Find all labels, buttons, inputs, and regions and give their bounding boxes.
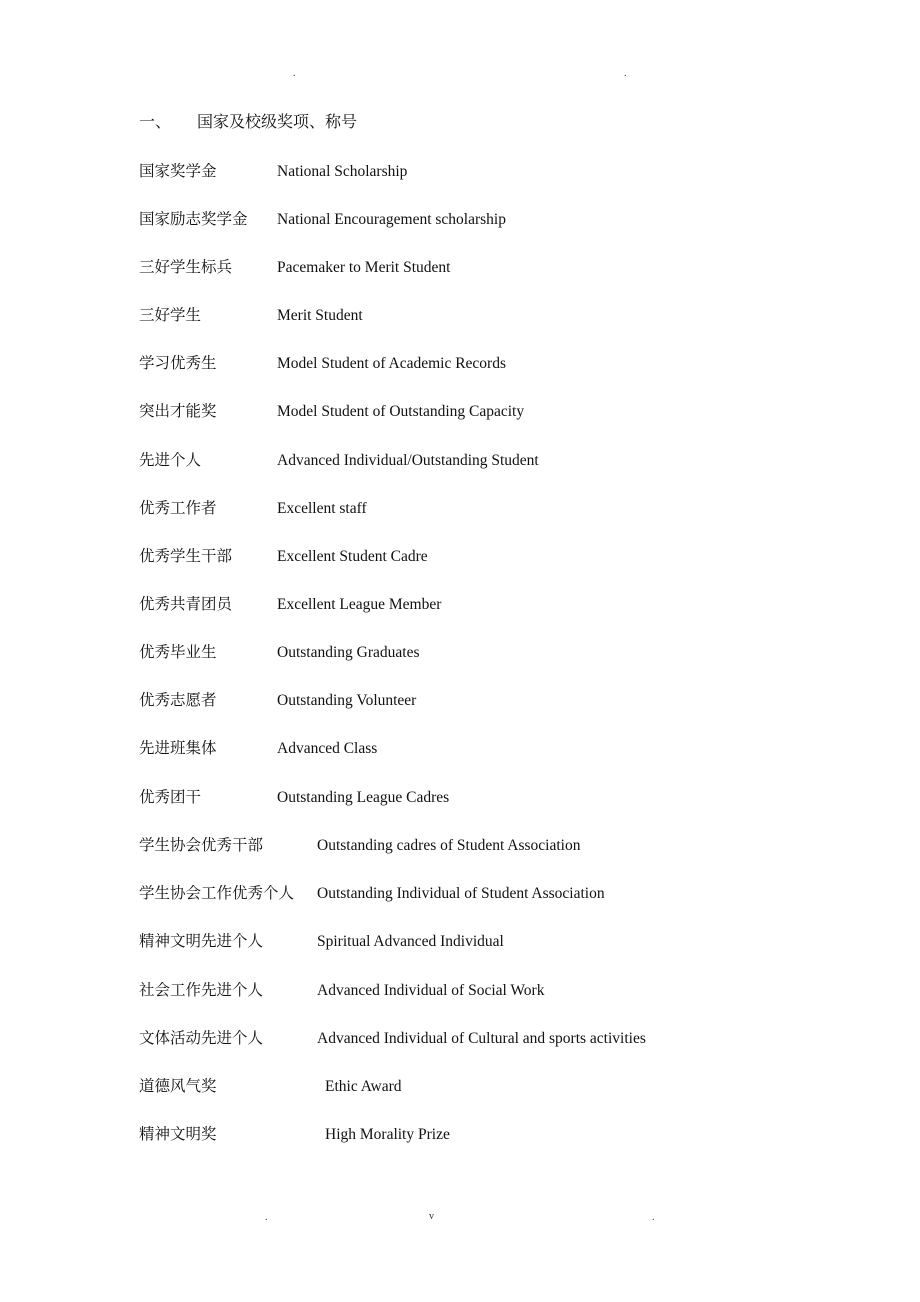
header-right-mark: .	[624, 68, 627, 79]
footer-left-mark: .	[265, 1212, 268, 1223]
award-chinese-name: 优秀工作者	[139, 500, 217, 517]
award-english-name: Outstanding cadres of Student Association	[317, 837, 581, 854]
award-chinese-name: 优秀志愿者	[139, 692, 217, 709]
award-chinese-name: 优秀团干	[139, 789, 202, 806]
award-chinese-name: 突出才能奖	[139, 403, 217, 420]
award-english-name: Outstanding Volunteer	[277, 692, 417, 709]
award-english-name: Excellent staff	[277, 500, 367, 517]
award-english-name: Pacemaker to Merit Student	[277, 259, 451, 276]
award-english-name: Merit Student	[277, 307, 363, 324]
award-chinese-name: 先进班集体	[139, 740, 217, 757]
award-chinese-name: 精神文明先进个人	[139, 933, 264, 950]
award-english-name: Model Student of Academic Records	[277, 355, 507, 372]
section-number: 一、	[139, 114, 172, 131]
award-chinese-name: 三好学生标兵	[139, 259, 233, 276]
award-chinese-name: 国家励志奖学金	[139, 211, 248, 228]
award-chinese-name: 三好学生	[139, 307, 202, 324]
award-english-name: Ethic Award	[325, 1078, 402, 1095]
award-chinese-name: 学习优秀生	[139, 355, 217, 372]
award-english-name: Outstanding League Cadres	[277, 789, 450, 806]
award-chinese-name: 优秀共青团员	[139, 596, 233, 613]
award-english-name: National Scholarship	[277, 163, 408, 180]
award-english-name: Model Student of Outstanding Capacity	[277, 403, 525, 420]
award-chinese-name: 先进个人	[139, 452, 202, 469]
award-english-name: Advanced Individual of Social Work	[317, 982, 545, 999]
award-chinese-name: 道德风气奖	[139, 1078, 217, 1095]
award-english-name: Advanced Class	[277, 740, 378, 757]
award-english-name: Outstanding Graduates	[277, 644, 420, 661]
award-chinese-name: 优秀毕业生	[139, 644, 217, 661]
award-chinese-name: 社会工作先进个人	[139, 982, 264, 999]
award-chinese-name: 国家奖学金	[139, 163, 217, 180]
award-english-name: Excellent League Member	[277, 596, 442, 613]
award-english-name: Excellent Student Cadre	[277, 548, 428, 565]
header-left-mark: .	[293, 68, 296, 79]
award-english-name: National Encouragement scholarship	[277, 211, 506, 228]
section-heading	[139, 113, 357, 133]
award-chinese-name: 文体活动先进个人	[139, 1030, 264, 1047]
award-english-name: Advanced Individual/Outstanding Student	[277, 452, 539, 469]
section-title: 国家及校级奖项、称号	[197, 114, 358, 131]
award-chinese-name: 精神文明奖	[139, 1126, 217, 1143]
award-english-name: Advanced Individual of Cultural and sports activities	[317, 1030, 646, 1047]
award-english-name: High Morality Prize	[325, 1126, 450, 1143]
award-english-name: Spiritual Advanced Individual	[317, 933, 504, 950]
award-chinese-name: 学生协会优秀干部	[139, 837, 264, 854]
award-chinese-name: 优秀学生干部	[139, 548, 233, 565]
award-english-name: Outstanding Individual of Student Association	[317, 885, 605, 902]
award-chinese-name: 学生协会工作优秀个人	[139, 885, 295, 902]
page-marker: v	[429, 1211, 434, 1222]
footer-right-mark: .	[652, 1212, 655, 1223]
